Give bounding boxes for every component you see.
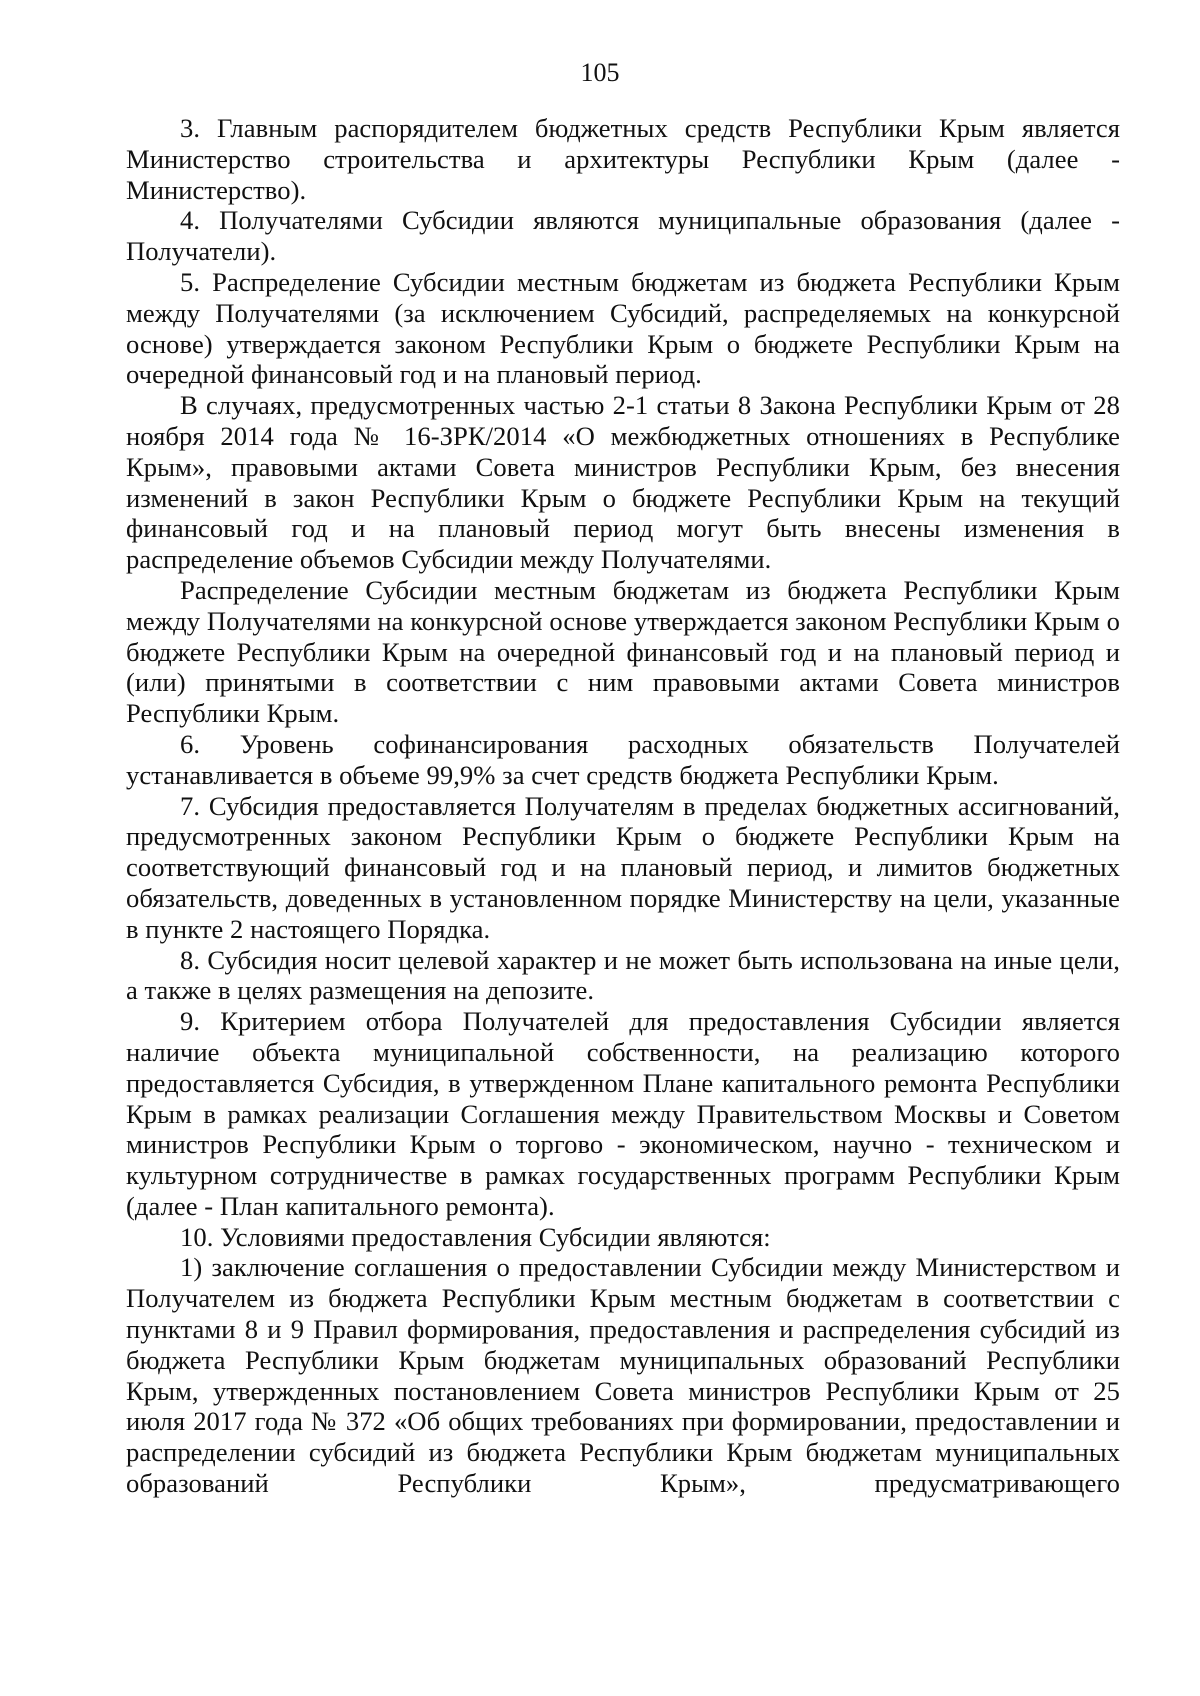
paragraph-item-8: 8. Субсидия носит целевой характер и не может быть использована на иные цели, а также в целях размещения на депозите. (126, 944, 1120, 1006)
paragraph-item-6: 6. Уровень софинансирования расходных обязательств Получателей устанавливается в объеме 99,9% за счет средств бюджета Республики Крым. (126, 728, 1120, 790)
paragraph-subitem-1: 1) заключение соглашения о предоставлении Субсидии между Министерством и Получателем из бюджета Республики Крым местным бюджетам в соответствии с пунктами 8 и 9 Правил формирования, предоставления и распределения субсидий из бюджета Республики Крым бюджетам муниципальных образований Республики Крым, утвержденных постановлением Совета министров Республики Крым от 25 июля 2017 года № 372 «Об общих требованиях при формировании, предоставлении и распределении субсидий из бюджета Республики Крым бюджетам муниципальных образований Республики Крым», предусматривающего (126, 1252, 1120, 1499)
paragraph-item-9: 9. Критерием отбора Получателей для предоставления Субсидии является наличие объекта муниципальной собственности, на реализацию которого предоставляется Субсидия, в утвержденном Плане капитального ремонта Республики Крым в рамках реализации Соглашения между Правительством Москвы и Советом министров Республики Крым о торгово - экономическом, научно - техническом и культурном сотрудничестве в рамках государственных программ Республики Крым (далее - План капитального ремонта). (126, 1006, 1120, 1221)
paragraph-item-3: 3. Главным распорядителем бюджетных средств Республики Крым является Министерство строительства и архитектуры Республики Крым (далее - Министерство). (126, 113, 1120, 205)
paragraph-item-10: 10. Условиями предоставления Субсидии являются: (180, 1221, 771, 1252)
page-number: 105 (580, 58, 620, 87)
paragraph-item-7: 7. Субсидия предоставляется Получателям в пределах бюджетных ассигнований, предусмотренных законом Республики Крым о бюджете Республики Крым на соответствующий финансовый год и на плановый период, и лимитов бюджетных обязательств, доведенных в установленном порядке Министерству на цели, указанные в пункте 2 настоящего Порядка. (126, 790, 1120, 944)
paragraph-cases: В случаях, предусмотренных частью 2-1 статьи 8 Закона Республики Крым от 28 ноября 2014 года № 16-ЗРК/2014 «О межбюджетных отношениях в Республике Крым», правовыми актами Совета министров Республики Крым, без внесения изменений в закон Республики Крым о бюджете Республики Крым на текущий финансовый год и на плановый период могут быть внесены изменения в распределение объемов Субсидии между Получателями. (126, 390, 1120, 575)
paragraph-competitive-distribution: Распределение Субсидии местным бюджетам из бюджета Республики Крым между Получателями на конкурсной основе утверждается законом Республики Крым о бюджете Республики Крым на очередной финансовый год и на плановый период и (или) принятыми в соответствии с ним правовыми актами Совета министров Республики Крым. (126, 574, 1120, 729)
paragraph-item-5: 5. Распределение Субсидии местным бюджетам из бюджета Республики Крым между Получателями (за исключением Субсидий, распределяемых на конкурсной основе) утверждается законом Республики Крым о бюджете Республики Крым на очередной финансовый год и на плановый период. (126, 266, 1120, 390)
document-body (126, 113, 1120, 1499)
paragraph-item-4: 4. Получателями Субсидии являются муниципальные образования (далее - Получатели). (126, 205, 1120, 267)
